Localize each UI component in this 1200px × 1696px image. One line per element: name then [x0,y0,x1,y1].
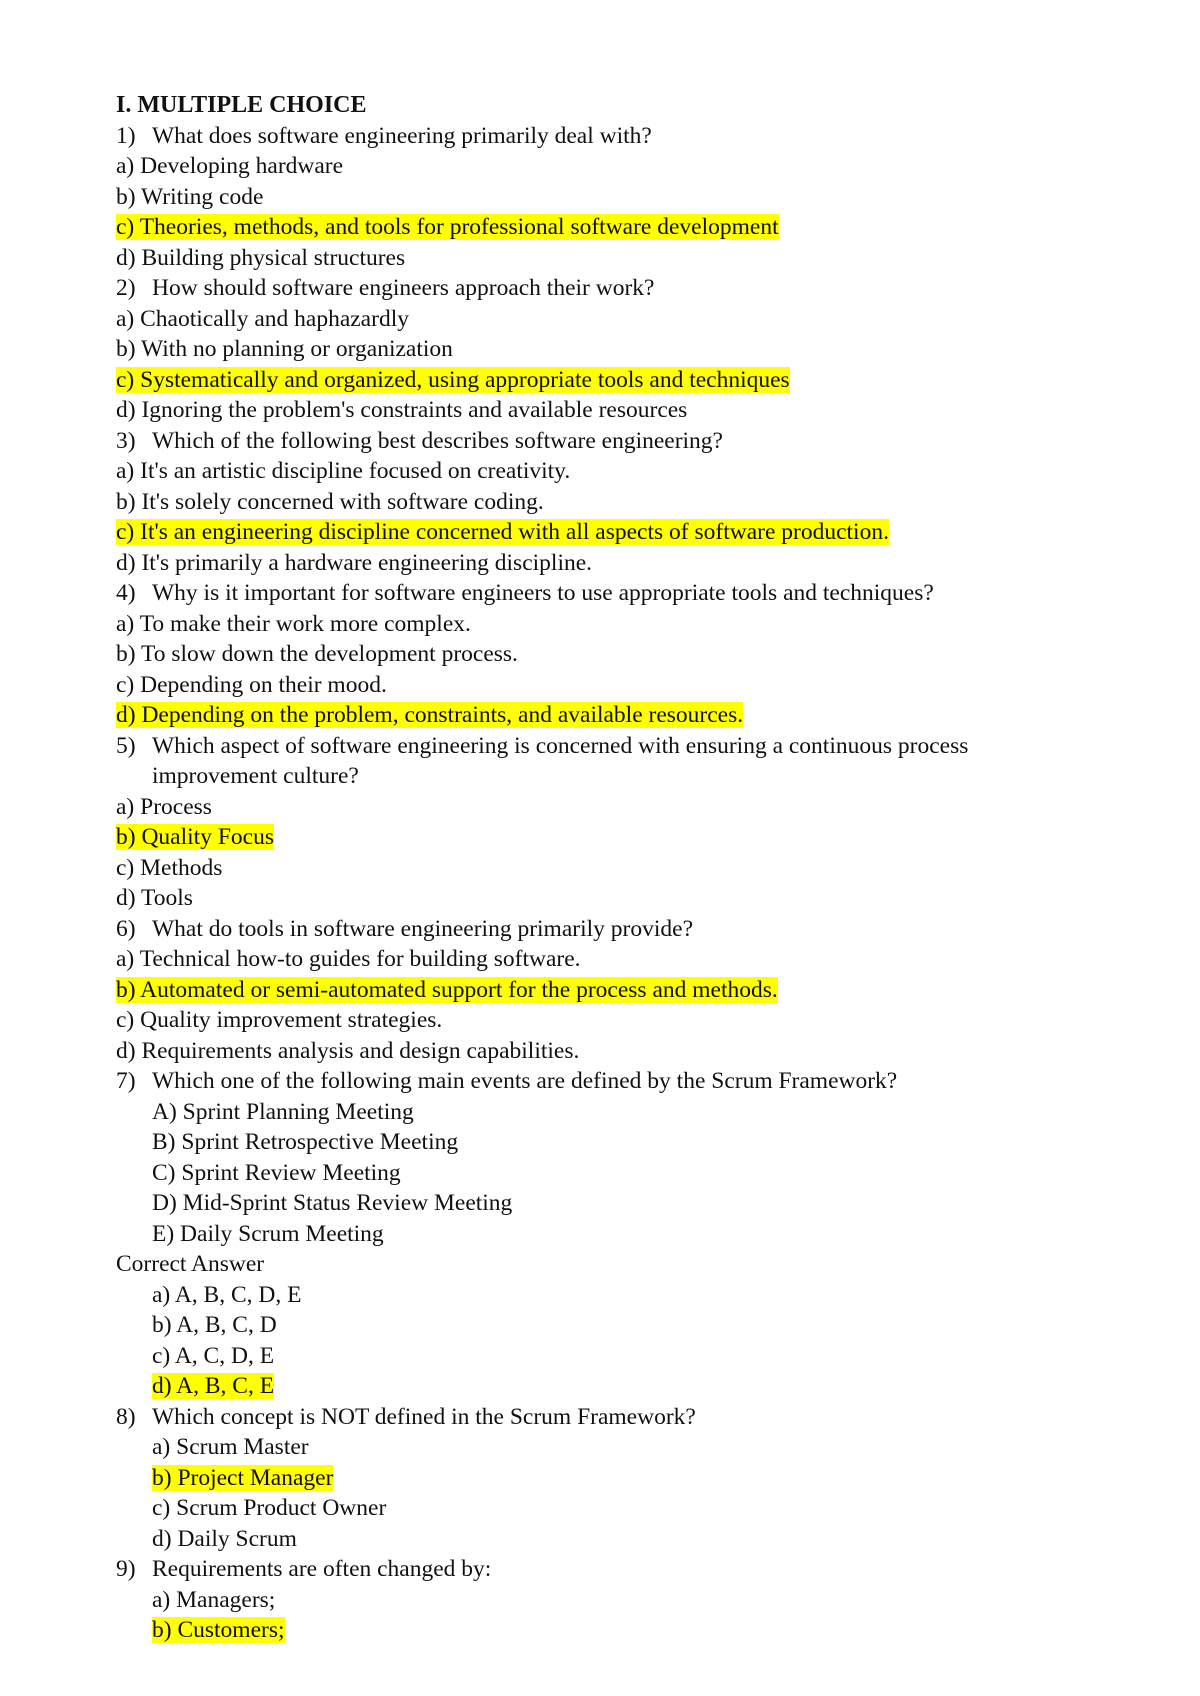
q5-option-d: d) Tools [116,885,193,911]
q6-option-c: c) Quality improvement strategies. [116,1007,443,1033]
q1-option-c-correct [116,212,1116,243]
q6-option-d: d) Requirements analysis and design capabilities. [116,1037,580,1064]
highlighted-answer: d) A, B, C, E [152,1373,275,1399]
quiz-content [116,90,1116,1646]
q5-option-b-correct [116,822,1116,853]
q7-event-a: A) Sprint Planning Meeting [152,1098,414,1125]
question-text: Which of the following best describes software engineering? [152,427,723,454]
question-number: 4) [116,580,136,606]
question-2 [116,273,1116,304]
q7-event-b: B) Sprint Retrospective Meeting [152,1129,459,1155]
q9-option-b-correct [116,1615,1116,1646]
question-number: 6) [116,915,136,942]
q3-option-c-correct [116,517,1116,548]
q1-option-a: a) Developing hardware [116,153,344,179]
question-6 [116,914,1116,945]
q6-option-a: a) Technical how-to guides for building software. [116,946,581,972]
q4-option-b: b) To slow down the development process. [116,641,518,667]
question-number: 9) [116,1556,136,1582]
question-9 [116,1554,1116,1585]
q9-option-a: a) Managers; [152,1586,276,1613]
q8-option-a: a) Scrum Master [152,1434,309,1460]
question-7 [116,1066,1116,1097]
question-text: What does software engineering primarily deal with? [152,122,652,149]
highlighted-answer: c) Theories, methods, and tools for professional software development [116,214,779,240]
highlighted-answer: b) Customers; [152,1617,285,1643]
q2-option-b: b) With no planning or organization [116,336,453,362]
highlighted-answer: b) Automated or semi-automated support for the process and methods. [116,976,778,1003]
highlighted-answer: d) Depending on the problem, constraints, and available resources. [116,702,744,728]
q7-option-c: c) A, C, D, E [152,1342,275,1369]
highlighted-answer: c) Systematically and organized, using appropriate tools and techniques [116,366,790,393]
q4-option-c: c) Depending on their mood. [116,671,387,698]
question-number: 3) [116,427,136,454]
question-4 [116,578,1116,609]
question-text: Why is it important for software engineers to use appropriate tools and techniques? [152,580,934,606]
question-5 [116,731,1116,762]
q7-event-e: E) Daily Scrum Meeting [152,1220,384,1247]
q7-option-a: a) A, B, C, D, E [152,1281,302,1308]
question-3 [116,426,1116,457]
q1-option-b: b) Writing code [116,183,264,210]
q2-option-d: d) Ignoring the problem's constraints and available resources [116,397,688,423]
question-text: Which concept is NOT defined in the Scrum Framework? [152,1403,696,1430]
q4-option-a: a) To make their work more complex. [116,610,471,637]
q7-option-d-correct [116,1371,1116,1402]
q8-option-c: c) Scrum Product Owner [152,1495,387,1521]
question-8 [116,1402,1116,1433]
highlighted-answer: b) Quality Focus [116,824,274,850]
question-text: What do tools in software engineering primarily provide? [152,915,693,942]
q8-option-d: d) Daily Scrum [152,1525,297,1552]
q6-option-b-correct [116,975,1116,1006]
q3-option-a: a) It's an artistic discipline focused on creativity. [116,458,571,484]
section-heading: I. MULTIPLE CHOICE [116,92,367,118]
q1-option-d: d) Building physical structures [116,244,406,271]
question-text: Which aspect of software engineering is concerned with ensuring a continuous process [152,732,969,759]
q7-event-c: C) Sprint Review Meeting [152,1159,401,1186]
q5-option-a: a) Process [116,793,212,820]
question-text: Which one of the following main events are defined by the Scrum Framework? [152,1068,898,1094]
question-number: 7) [116,1068,136,1094]
question-number: 1) [116,122,136,149]
highlighted-answer: c) It's an engineering discipline concerned with all aspects of software production. [116,519,889,545]
q4-option-d-correct [116,700,1116,731]
question-number: 8) [116,1403,136,1430]
q3-option-b: b) It's solely concerned with software coding. [116,488,544,515]
q3-option-d: d) It's primarily a hardware engineering discipline. [116,549,593,576]
q5-option-c: c) Methods [116,854,223,881]
question-number: 5) [116,732,136,759]
question-text: Requirements are often changed by: [152,1556,492,1582]
q7-correct-answer-label: Correct Answer [116,1251,265,1277]
question-1 [116,121,1116,152]
question-5-continuation: improvement culture? [152,763,359,789]
q2-option-c-correct [116,365,1116,396]
q7-option-b: b) A, B, C, D [152,1312,277,1338]
question-number: 2) [116,275,136,301]
q2-option-a: a) Chaotically and haphazardly [116,305,409,332]
q7-event-d: D) Mid-Sprint Status Review Meeting [152,1190,513,1216]
question-text: How should software engineers approach their work? [152,275,655,301]
q8-option-b-correct [116,1463,1116,1494]
highlighted-answer: b) Project Manager [152,1464,334,1491]
